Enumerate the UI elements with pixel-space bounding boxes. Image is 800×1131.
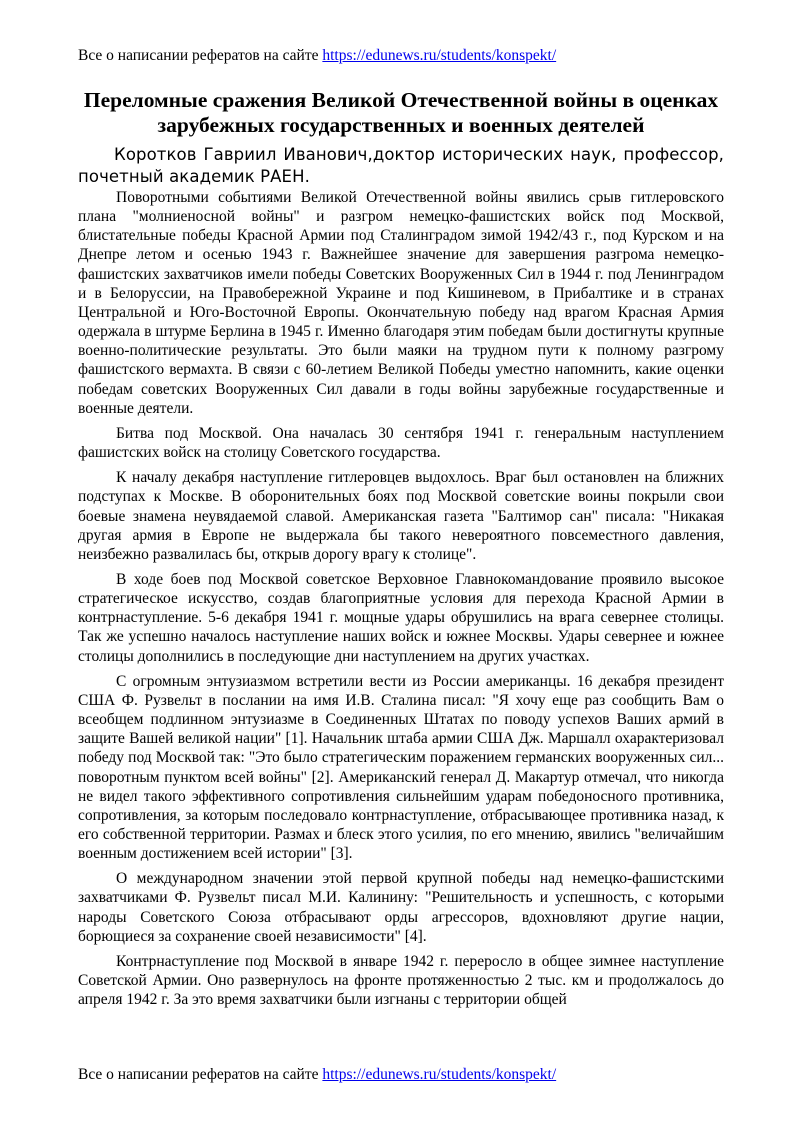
header-link[interactable]: https://edunews.ru/students/konspekt/ bbox=[322, 47, 557, 64]
document-title: Переломные сражения Великой Отечественной войны в оценках зарубежных государственных и военных деятелей bbox=[83, 88, 719, 137]
page-header bbox=[78, 47, 724, 65]
paragraph-3: К началу декабря наступление гитлеровцев выдохлось. Враг был остановлен на ближних подступах к Москве. В оборонительных боях под Москвой советские воины покрыли свои боевые знамена неувядаемой славой. Американская газета "Балтимор сан" писала: "Никакая другая армия в Европе не выдержала бы такого невероятного повсеместного давления, неизбежно развалилась бы, открыв дорогу врагу к столице". bbox=[78, 469, 724, 563]
header-text: Все о написании рефератов на сайте bbox=[78, 47, 323, 64]
paragraph-2: Битва под Москвой. Она началась 30 сентября 1941 г. генеральным наступлением фашистских войск на столицу Советского государства. bbox=[78, 424, 724, 462]
article-body bbox=[78, 188, 724, 1015]
paragraph-7: Контрнаступление под Москвой в январе 1942 г. переросло в общее зимнее наступление Советской Армии. Оно развернулось на фронте протяженностью 2 тыс. км и продолжалось до апреля 1942 г. За это время захватчики были изгнаны с территории общей bbox=[78, 952, 724, 1009]
paragraph-6: О международном значении этой первой крупной победы над немецко-фашистскими захватчиками Ф. Рузвельт писал М.И. Калинину: "Решительность и успешность, с которыми народы Советского Союза отбрасывают орды агрессоров, вдохновляют другие нации, борющиеся за сохранение своей независимости" [4]. bbox=[78, 870, 724, 945]
paragraph-1: Поворотными событиями Великой Отечественной войны явились срыв гитлеровского плана "молниеносной войны" и разгром немецко-фашистских войск под Москвой, блистательные победы Красной Армии под Сталинградом зимой 1942/43 г., под Курском и на Днепре летом и осенью 1943 г. Важнейшее значение для завершения разгрома немецко-фашистских захватчиков имели победы Советских Вооруженных Сил в 1944 г. под Ленинградом и в Белоруссии, на Правобережной Украине и под Кишиневом, в Прибалтике и в странах Центральной и Юго-Восточной Европы. Окончательную победу над врагом Красная Армия одержала в штурме Берлина в 1945 г. Именно благодаря этим победам были достигнуты крупные военно-политические результаты. Это были маяки на трудном пути к полному разгрому фашистского вермахта. В связи с 60-летием Великой Победы уместно напомнить, какие оценки победам советских Вооруженных Сил давали в годы войны зарубежные государственные и военные деятели. bbox=[78, 189, 724, 417]
page-footer bbox=[78, 1066, 724, 1084]
footer-link[interactable]: https://edunews.ru/students/konspekt/ bbox=[322, 1066, 557, 1083]
author-line: Коротков Гавриил Иванович,доктор исторических наук, профессор, почетный академик РАЕН. bbox=[78, 145, 724, 186]
footer-text: Все о написании рефератов на сайте bbox=[78, 1066, 323, 1083]
paragraph-5: С огромным энтузиазмом встретили вести из России американцы. 16 декабря президент США Ф. Рузвельт в послании на имя И.В. Сталина писал: "Я хочу еще раз сообщить Вам о всеобщем подлинном энтузиазме в Соединенных Штатах по поводу успехов Ваших армий в защите Вашей великой нации" [1]. Начальник штаба армии США Дж. Маршалл охарактеризовал победу под Москвой так: "Это было стратегическим поражением германских вооруженных сил... поворотным пунктом всей войны" [2]. Американский генерал Д. Макартур отмечал, что никогда не видел такого эффективного сопротивления сильнейшим ударам победоносного противника, сопротивления, за которым последовало контрнаступление, отбрасывающее противника назад, к его собственной территории. Размах и блеск этого усилия, по его мнению, явились "величайшим военным достижением всей истории" [3]. bbox=[78, 672, 724, 863]
paragraph-4: В ходе боев под Москвой советское Верховное Главнокомандование проявило высокое стратегическое искусство, создав благоприятные условия для перехода Красной Армии в контрнаступление. 5-6 декабря 1941 г. мощные удары обрушились на врага севернее столицы. Так же успешно началось наступление наших войск и южнее Москвы. Удары севернее и южнее столицы дополнились в последующие дни наступлением на других участках. bbox=[78, 570, 724, 665]
